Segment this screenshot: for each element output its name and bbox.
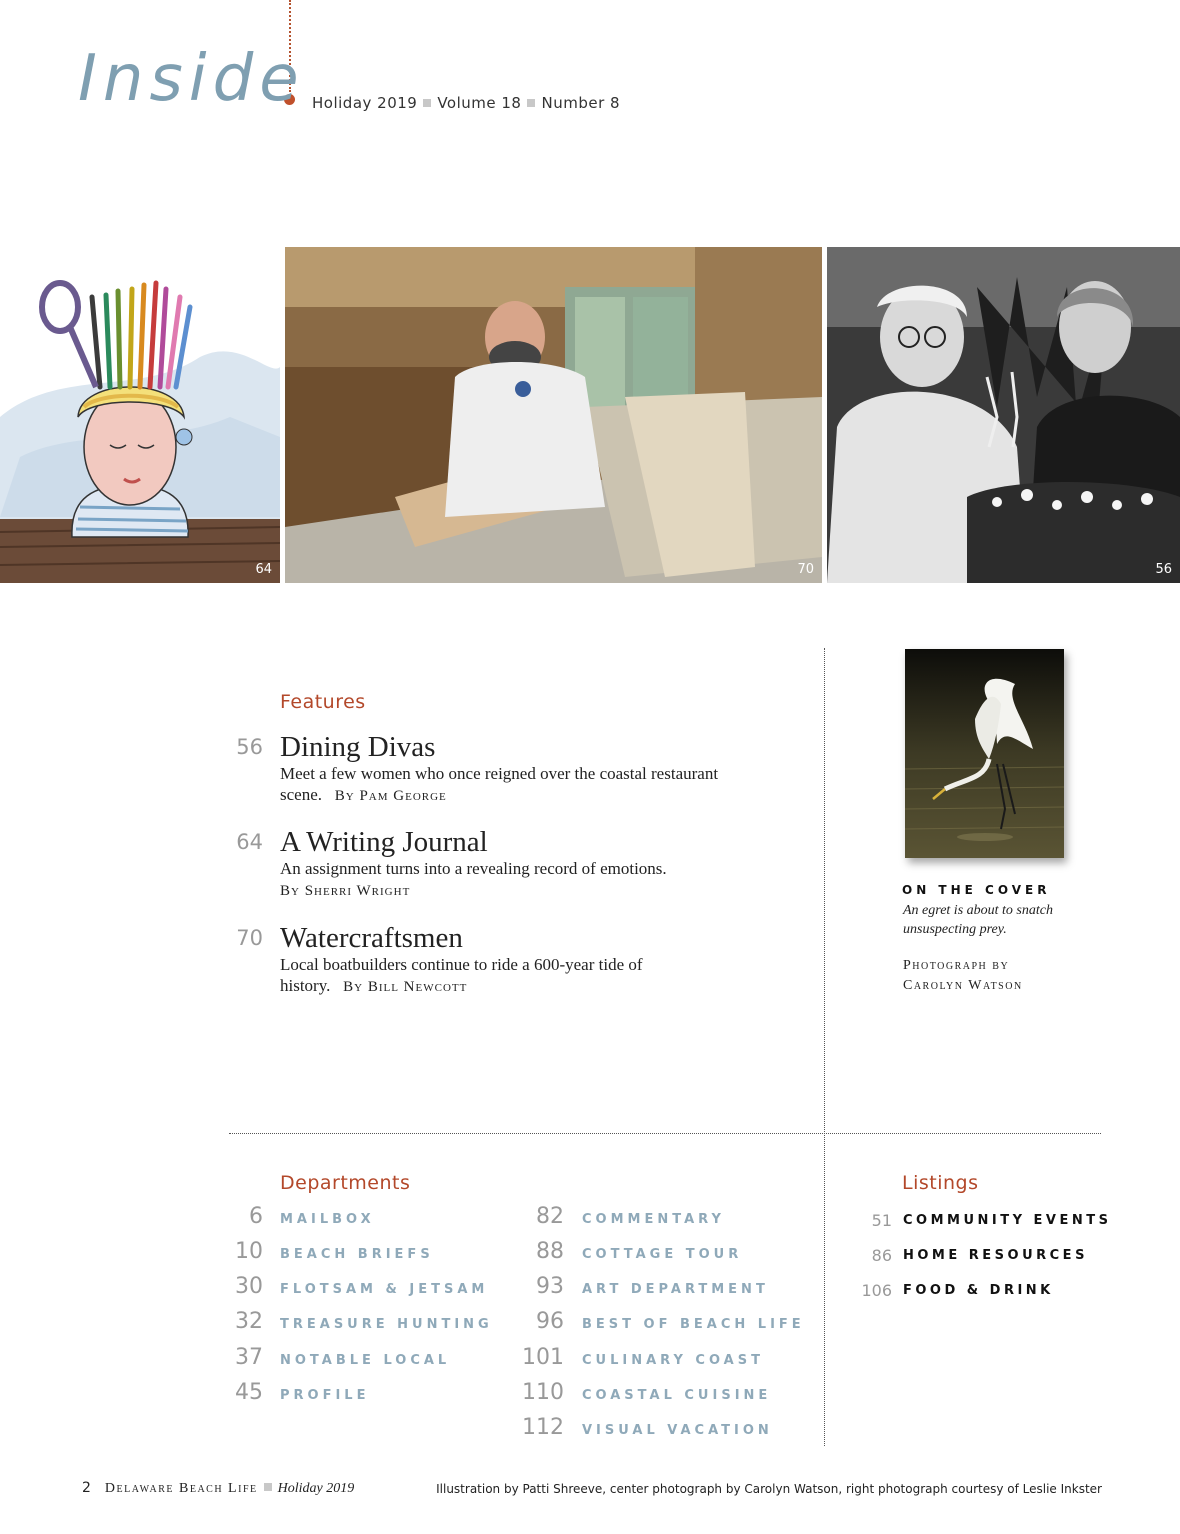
feature-byline: By Pam George [334,788,447,804]
listing-label: HOME RESOURCES [903,1248,1088,1263]
department-item[interactable] [520,1380,810,1415]
department-page: 88 [536,1239,564,1264]
horizontal-divider [229,1133,1101,1134]
department-page: 30 [235,1274,263,1299]
department-label: COTTAGE TOUR [582,1247,743,1262]
feature-page: 70 [236,926,263,950]
feature-page: 64 [236,830,263,854]
issue-line [312,94,620,112]
department-page: 82 [536,1204,564,1229]
department-label: COMMENTARY [582,1212,725,1227]
feature-item[interactable] [229,731,749,811]
photo-page-number: 70 [797,562,814,577]
cover-thumbnail[interactable] [905,649,1064,858]
listing-page: 51 [871,1211,892,1230]
listing-item[interactable] [850,1278,1150,1313]
issue-season: Holiday 2019 [312,94,418,112]
department-label: BEST OF BEACH LIFE [582,1317,805,1332]
egret-image [905,649,1064,858]
listing-label: FOOD & DRINK [903,1283,1054,1298]
department-page: 101 [522,1345,564,1370]
department-page: 96 [536,1309,564,1334]
page-title: Inside [78,42,305,116]
department-item[interactable] [520,1415,810,1450]
issue-number: Number 8 [541,94,621,112]
feature-title[interactable]: Dining Divas [280,731,436,763]
department-page: 32 [235,1309,263,1334]
feature-item[interactable] [229,826,749,906]
illustration-photo[interactable] [0,247,280,583]
department-label: ART DEPARTMENT [582,1282,769,1297]
department-item[interactable] [229,1274,529,1309]
feature-description [280,954,680,998]
separator-square [527,99,535,107]
department-item[interactable] [520,1204,810,1239]
boatbuilder-image [285,247,822,583]
department-item[interactable] [229,1309,529,1344]
dining-divas-photo[interactable] [827,247,1180,583]
department-item[interactable] [229,1239,529,1274]
feature-description [280,763,720,807]
dining-divas-image [827,247,1180,583]
department-label: VISUAL VACATION [582,1423,773,1438]
listing-page: 106 [861,1281,892,1300]
feature-title[interactable]: Watercraftsmen [280,922,463,954]
photo-page-number: 56 [1155,562,1172,577]
department-label: BEACH BRIEFS [280,1247,434,1262]
feature-byline: By Sherri Wright [280,883,411,899]
illustration-art [0,247,280,583]
department-item[interactable] [520,1274,810,1309]
feature-item[interactable] [229,922,749,1002]
department-label: MAILBOX [280,1212,375,1227]
photo-page-number: 64 [255,562,272,577]
cover-credit [903,956,1093,996]
department-label: FLOTSAM & JETSAM [280,1282,489,1297]
department-page: 10 [235,1239,263,1264]
cover-caption: An egret is about to snatch unsuspecting prey. [903,903,1053,937]
cover-credit-name: Carolyn Watson [903,978,1023,993]
folio-issue: Holiday 2019 [277,1481,355,1496]
department-label: PROFILE [280,1388,370,1403]
folio-magazine: Delaware Beach Life [104,1481,258,1496]
issue-volume: Volume 18 [437,94,522,112]
department-label: CULINARY COAST [582,1353,764,1368]
department-label: TREASURE HUNTING [280,1317,493,1332]
departments-heading: Departments [280,1172,411,1194]
separator-square [423,99,431,107]
feature-desc-text: An assignment turns into a revealing record of emotions. [280,859,667,878]
department-page: 45 [235,1380,263,1405]
vertical-divider [824,648,825,1446]
feature-desc-text: Local boatbuilders continue to ride a 600-year tide of history. [280,955,643,995]
department-item[interactable] [520,1345,810,1380]
listing-item[interactable] [850,1208,1150,1243]
department-page: 112 [522,1415,564,1440]
feature-description [280,858,720,902]
listing-page: 86 [871,1246,892,1265]
feature-title[interactable]: A Writing Journal [280,826,488,858]
listings-heading: Listings [902,1172,979,1194]
department-page: 110 [522,1380,564,1405]
cover-credit-line: Photograph by [903,958,1010,973]
boatbuilder-photo[interactable] [285,247,822,583]
department-label: COASTAL CUISINE [582,1388,772,1403]
photo-credits: Illustration by Patti Shreeve, center photograph by Carolyn Watson, right photograph courtesy of Leslie Inkster [436,1482,1102,1496]
separator-square [264,1483,272,1491]
listing-label: COMMUNITY EVENTS [903,1213,1112,1228]
features-heading: Features [280,691,366,713]
listing-item[interactable] [850,1243,1150,1278]
department-page: 93 [536,1274,564,1299]
footer-folio [82,1480,354,1497]
department-item[interactable] [520,1239,810,1274]
folio-page-number: 2 [82,1480,91,1496]
department-item[interactable] [229,1204,529,1239]
department-label: NOTABLE LOCAL [280,1353,451,1368]
feature-byline: By Bill Newcott [343,979,468,995]
feature-desc-text: Meet a few women who once reigned over the coastal restaurant scene. [280,764,719,804]
cover-label: ON THE COVER [902,883,1051,897]
feature-page: 56 [236,735,263,759]
department-page: 6 [249,1204,263,1229]
department-item[interactable] [229,1345,529,1380]
department-item[interactable] [229,1380,529,1415]
department-item[interactable] [520,1309,810,1344]
department-page: 37 [235,1345,263,1370]
